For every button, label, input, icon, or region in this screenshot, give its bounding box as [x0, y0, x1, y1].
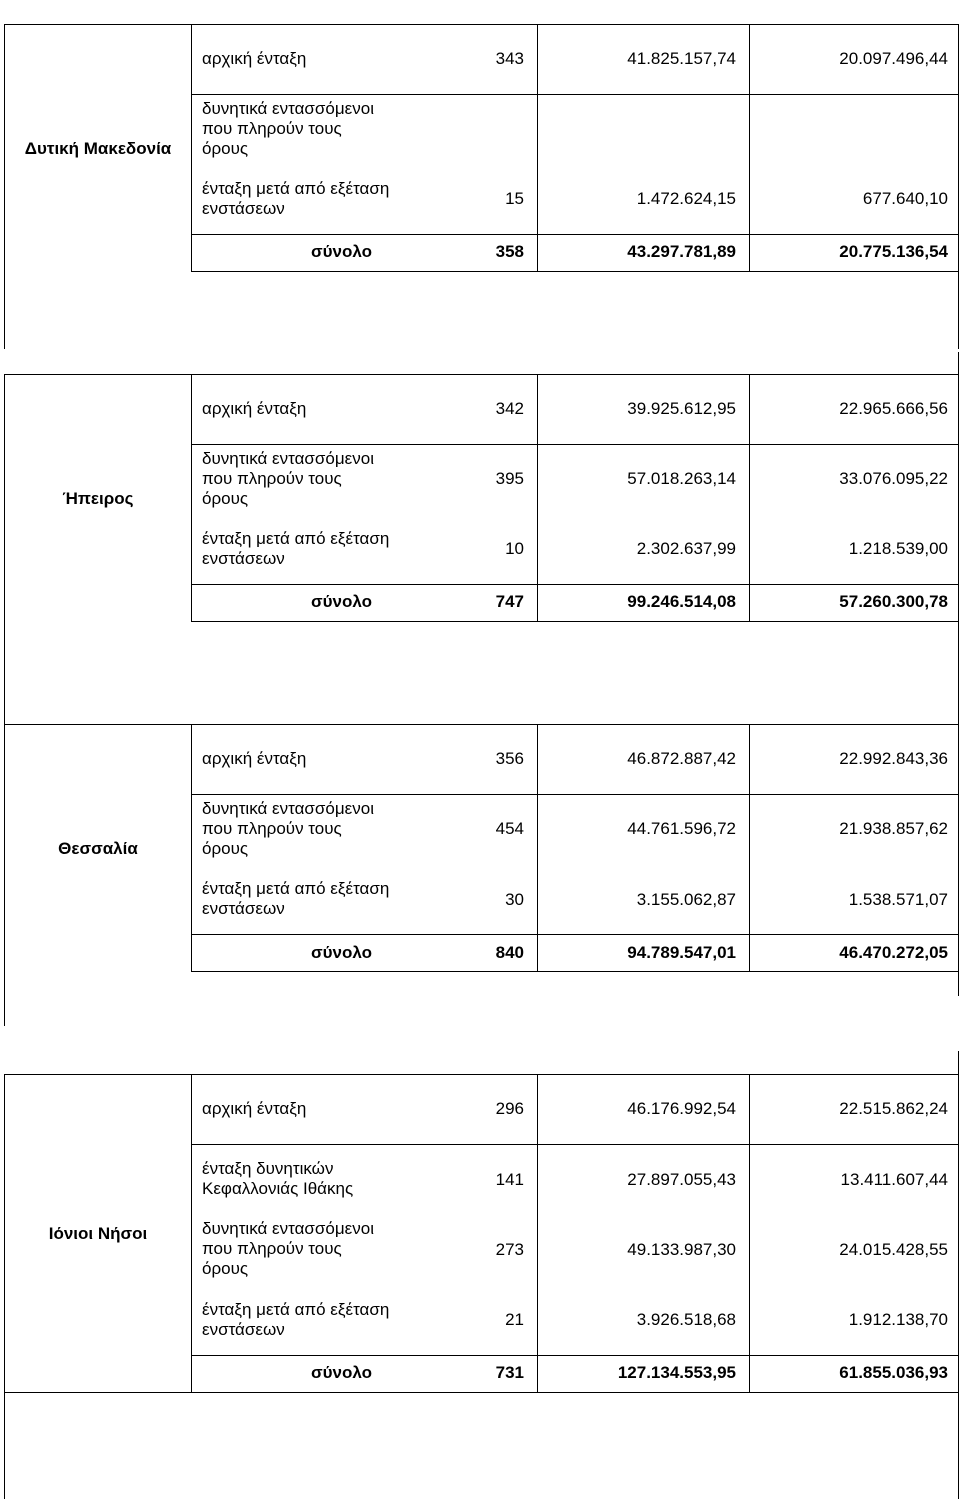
row-category: ένταξη μετά από εξέταση ενστάσεων [202, 529, 390, 568]
total-label: σύνολο [311, 242, 372, 261]
total-label: σύνολο [311, 943, 372, 962]
total-count: 358 [495, 242, 524, 261]
table-rule [958, 24, 959, 349]
row-category: ένταξη μετά από εξέταση ενστάσεων [202, 179, 390, 218]
total-value1: 127.134.553,95 [617, 1363, 736, 1382]
row-count: 342 [495, 399, 524, 418]
table-rule [4, 724, 959, 725]
row-value2: 20.097.496,44 [839, 49, 948, 68]
table-rule [4, 24, 5, 349]
table-rule [4, 374, 959, 375]
row-value1: 27.897.055,43 [627, 1170, 736, 1189]
row-value1: 41.825.157,74 [627, 49, 736, 68]
row-category: ένταξη μετά από εξέταση ενστάσεων [202, 879, 390, 918]
table-rule [191, 934, 959, 935]
row-value1: 39.925.612,95 [627, 399, 736, 418]
table-rule [191, 584, 959, 585]
row-value2: 22.992.843,36 [839, 749, 948, 768]
table-rule [537, 724, 538, 972]
row-count: 273 [495, 1240, 524, 1259]
row-count: 454 [495, 819, 524, 838]
row-category: δυνητικά εντασσόμενοι που πληρούν τους όρους [202, 1219, 374, 1278]
row-value1: 3.926.518,68 [636, 1310, 736, 1329]
total-count: 747 [495, 592, 524, 611]
region-name: Ιόνιοι Νήσοι [48, 1224, 148, 1243]
row-count: 30 [505, 890, 524, 909]
total-label: σύνολο [311, 1363, 372, 1382]
row-count: 343 [495, 49, 524, 68]
row-value2: 1.538.571,07 [848, 890, 948, 909]
table-rule [191, 621, 959, 622]
table-rule [4, 1074, 959, 1075]
table-rule [749, 724, 750, 972]
table-rule [191, 794, 959, 795]
row-count: 395 [495, 469, 524, 488]
table-rule [537, 374, 538, 622]
total-label: σύνολο [311, 592, 372, 611]
row-value2: 677.640,10 [862, 189, 948, 208]
row-value1: 2.302.637,99 [636, 539, 736, 558]
total-value1: 94.789.547,01 [627, 943, 736, 962]
row-value2: 33.076.095,22 [839, 469, 948, 488]
total-value1: 99.246.514,08 [627, 592, 736, 611]
row-value2: 22.515.862,24 [839, 1099, 948, 1118]
row-value2: 13.411.607,44 [840, 1170, 948, 1189]
row-category: δυνητικά εντασσόμενοι που πληρούν τους όρους [202, 449, 374, 508]
total-value2: 57.260.300,78 [839, 592, 948, 611]
total-value2: 61.855.036,93 [839, 1363, 948, 1382]
table-rule [191, 1074, 192, 1393]
table-rule [4, 1074, 5, 1499]
table-rule [4, 1392, 959, 1393]
table-rule [958, 1051, 959, 1499]
row-value2: 21.938.857,62 [839, 819, 948, 838]
table-rule [191, 94, 959, 95]
row-value1: 44.761.596,72 [627, 819, 736, 838]
total-count: 731 [495, 1363, 524, 1382]
row-count: 141 [495, 1170, 524, 1189]
table-rule [4, 24, 959, 25]
row-count: 296 [495, 1099, 524, 1118]
table-rule [191, 971, 959, 972]
row-category: δυνητικά εντασσόμενοι που πληρούν τους όρους [202, 99, 374, 158]
row-value2: 24.015.428,55 [839, 1240, 948, 1259]
row-category: αρχική ένταξη [202, 399, 307, 418]
row-value1: 57.018.263,14 [627, 469, 736, 488]
row-count: 10 [505, 539, 524, 558]
row-value2: 22.965.666,56 [839, 399, 948, 418]
table-rule [191, 234, 959, 235]
table-rule [958, 724, 959, 996]
row-category: ένταξη μετά από εξέταση ενστάσεων [202, 1300, 390, 1339]
row-value2: 1.218.539,00 [848, 539, 948, 558]
row-count: 356 [495, 749, 524, 768]
table-rule [958, 352, 959, 724]
row-value1: 49.133.987,30 [627, 1240, 736, 1259]
region-name: Θεσσαλία [58, 839, 138, 858]
row-value1: 3.155.062,87 [636, 890, 736, 909]
table-rule [191, 1144, 959, 1145]
row-count: 21 [505, 1310, 524, 1329]
total-value2: 20.775.136,54 [839, 242, 948, 261]
table-rule [191, 444, 959, 445]
table-rule [749, 24, 750, 272]
total-value2: 46.470.272,05 [839, 943, 948, 962]
region-name: Ήπειρος [62, 489, 134, 508]
row-category: δυνητικά εντασσόμενοι που πληρούν τους όρους [202, 799, 374, 858]
row-value1: 1.472.624,15 [636, 189, 736, 208]
total-value1: 43.297.781,89 [627, 242, 736, 261]
table-rule [191, 1355, 959, 1356]
row-category: αρχική ένταξη [202, 1099, 307, 1118]
row-value2: 1.912.138,70 [848, 1310, 948, 1329]
row-category: αρχική ένταξη [202, 749, 307, 768]
table-rule [191, 271, 959, 272]
row-value1: 46.872.887,42 [627, 749, 736, 768]
row-value1: 46.176.992,54 [627, 1099, 736, 1118]
row-category: αρχική ένταξη [202, 49, 307, 68]
region-name: Δυτική Μακεδονία [24, 139, 172, 158]
table-rule [749, 374, 750, 622]
table-rule [537, 1074, 538, 1393]
table-rule [4, 374, 5, 724]
row-count: 15 [505, 189, 524, 208]
table-rule [537, 24, 538, 272]
table-rule [749, 1074, 750, 1393]
total-count: 840 [495, 943, 524, 962]
row-category: ένταξη δυνητικών Κεφαλλονιάς Ιθάκης [202, 1159, 354, 1198]
